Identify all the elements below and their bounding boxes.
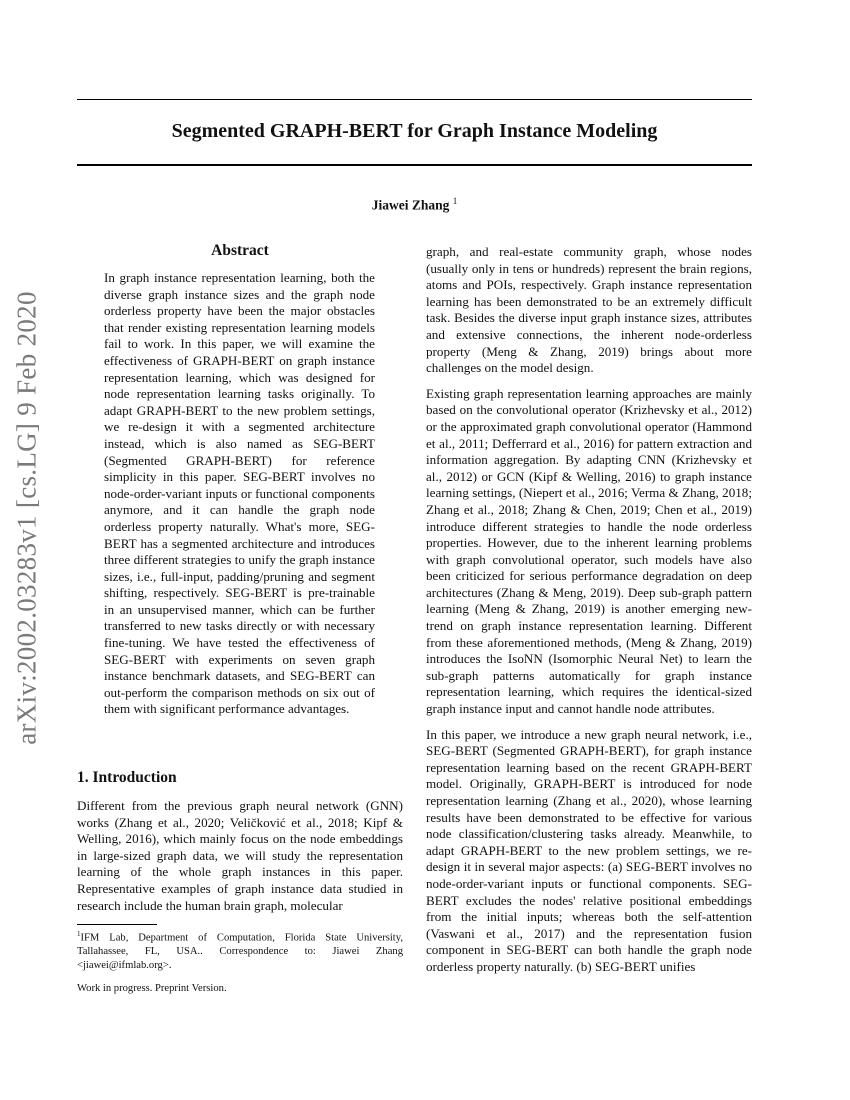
intro-paragraph-3: Existing graph representation learning approaches are mainly based on the convolutional operator (Krizhevsky et al., 2012) or the approximated graph convolutional operator (Hammond et al., 2011; Defferrard et al., 2016) for pattern extraction and information aggregation. By adapting CNN (Krizhevsky et al., 2012) or GCN (Kipf & Welling, 2016) to graph instance learning settings, (Niepert et al., 2016; Verma & Zhang, 2018; Zhang et al., 2018; Zhang & Chen, 2019; Chen et al., 2019) introduce different strategies to handle the node orderless properties. However, due to the inherent learning problems with graph convolutional operator, such models have also been criticized for serious performance degradation on deep architectures (Zhang & Meng, 2019). Deep sub-graph pattern learning (Meng & Zhang, 2019) is another emerging new-trend on graph instance representation learning. Different from these aforementioned methods, (Meng & Zhang, 2019) introduces the IsoNN (Isomorphic Neural Net) to learn the sub-graph patterns automatically for graph instance representation learning, which requires the identical-sized graph instance input and cannot handle node attributes.	[426, 385, 752, 717]
intro-paragraph-4: In this paper, we introduce a new graph neural network, i.e., SEG-BERT (Segmented GRAPH-BERT), for graph instance representation learning based on the recent GRAPH-BERT model. Originally, GRAPH-BERT is introduced for node representation learning (Zhang et al., 2020), whose learning results have been demonstrated to be effective for various node classification/clustering tasks already. Meanwhile, to adapt GRAPH-BERT to the new problem settings, we re-design it in several major aspects: (a) SEG-BERT involves no node-order-variant inputs or functional components. SEG-BERT excludes the nodes' relative positional embeddings from the initial inputs; whereas both the self-attention (Vaswani et al., 2017) and the representation fusion component in SEG-BERT can both handle the graph node orderless property naturally. (b) SEG-BERT unifies	[426, 726, 752, 974]
arxiv-stamp	[5, 291, 49, 745]
title-rule-top	[77, 99, 752, 100]
title-rule-bottom	[77, 164, 752, 166]
author-affiliation-mark: 1	[452, 196, 458, 206]
abstract-heading: Abstract	[211, 242, 269, 259]
work-in-progress-note: Work in progress. Preprint Version.	[77, 983, 227, 994]
paper-title: Segmented GRAPH-BERT for Graph Instance Modeling	[171, 120, 658, 142]
introduction-heading: 1. Introduction	[77, 769, 177, 786]
intro-paragraph-2: graph, and real-estate community graph, whose nodes (usually only in tens or hundreds) represent the brain regions, atoms and POIs, respectively. Graph instance representation learning has been demonstrated to be an extremely difficult task. Besides the diverse input graph instance sizes, attributes and extensive connections, the inherent node-orderless property (Meng & Zhang, 2019) brings about more challenges on the model design.	[426, 244, 752, 376]
footnote	[77, 928, 403, 972]
footnote-rule	[77, 924, 157, 925]
intro-paragraph-1: Different from the previous graph neural network (GNN) works (Zhang et al., 2020; Veličković et al., 2018; Kipf & Welling, 2016), which mainly focus on the node embeddings in large-sized graph data, we will study the representation learning of the whole graph instances in this paper. Representative examples of graph instance data studied in research include the human brain graph, molecular	[77, 798, 403, 913]
introduction-left-column	[77, 798, 403, 914]
footnote-mark: 1	[77, 930, 81, 938]
abstract-body	[104, 270, 375, 718]
arxiv-stamp-text: arXiv:2002.03283v1 [cs.LG] 9 Feb 2020	[11, 291, 42, 745]
author-name: Jiawei Zhang	[371, 197, 450, 213]
introduction-right-column	[426, 244, 752, 985]
footnote-text: IFM Lab, Department of Computation, Florida State University, Tallahassee, FL, USA.. Correspondence to: Jiawei Zhang <jiawei@ifmlab.org>.	[77, 932, 403, 971]
author-line	[77, 196, 752, 214]
abstract-text: In graph instance representation learning, both the diverse graph instance sizes and the graph node orderless property have been the major obstacles that render existing representation learning models fail to work. In this paper, we will examine the effectiveness of GRAPH-BERT on graph instance representation learning, which was designed for node representation learning tasks originally. To adapt GRAPH-BERT to the new problem settings, we re-design it with a segmented architecture instead, which is also named as SEG-BERT (Segmented GRAPH-BERT) for reference simplicity in this paper. SEG-BERT involves no node-order-variant inputs or functional components anymore, and it can handle the graph node orderless property naturally. What's more, SEG-BERT has a segmented architecture and introduces three different strategies to unify the graph instance sizes, i.e., full-input, padding/pruning and segment shifting, respectively. SEG-BERT is pre-trainable in an unsupervised manner, which can be further transferred to new tasks directly or with necessary fine-tuning. We have tested the effectiveness of SEG-BERT with experiments on seven graph instance benchmark datasets, and SEG-BERT can out-perform the comparison methods on six out of them with significant performance advantages.	[104, 270, 375, 717]
